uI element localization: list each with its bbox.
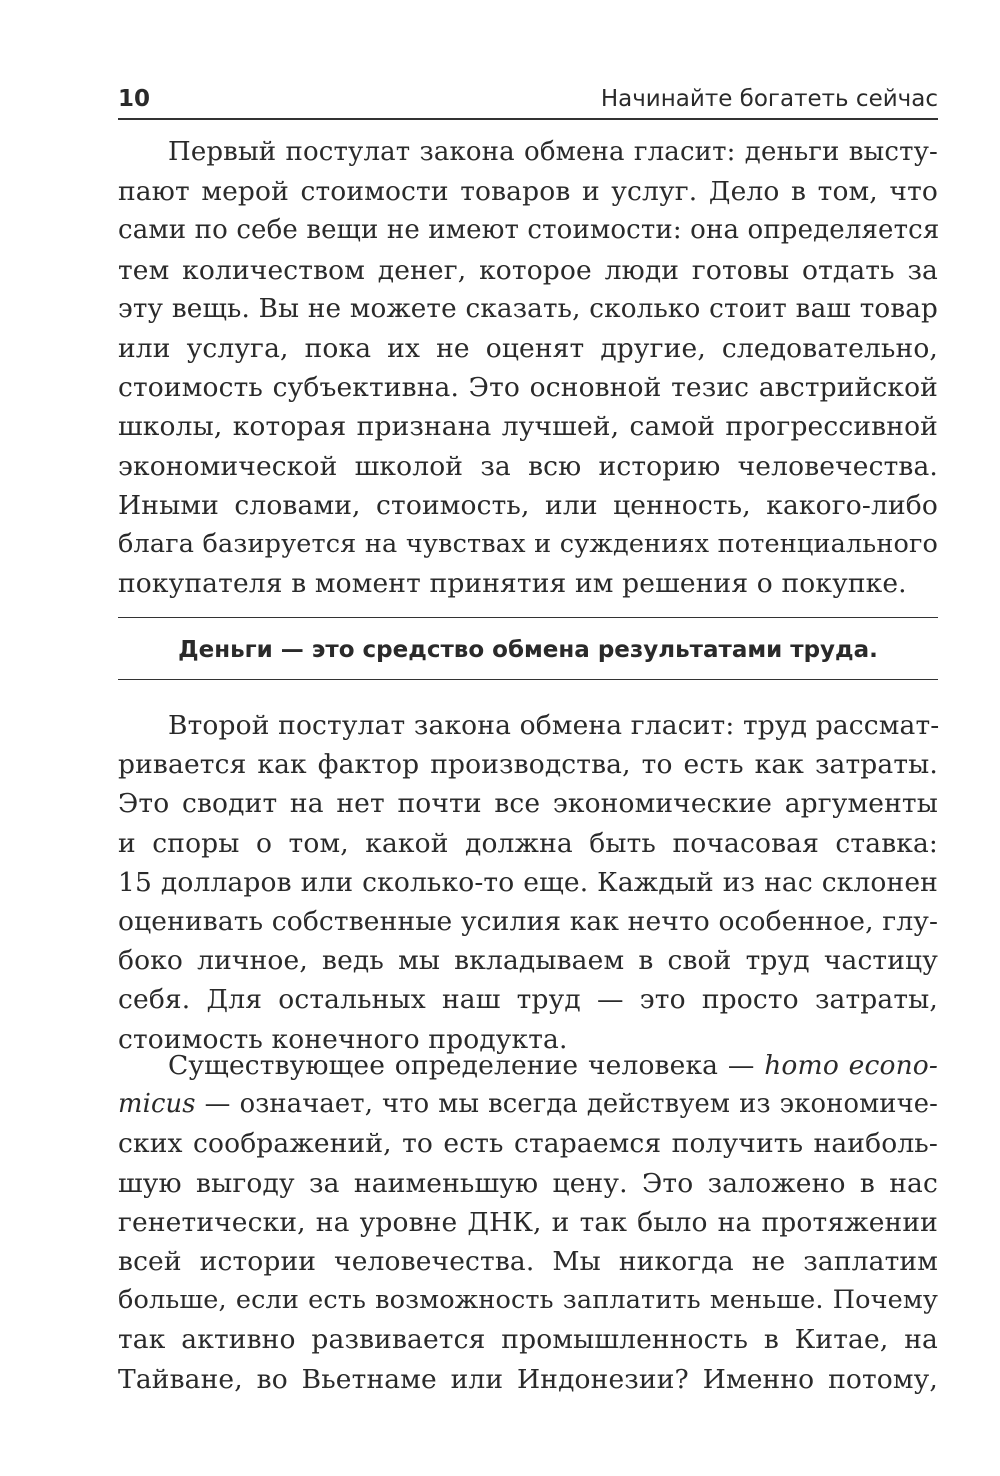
text-line: стоимость субъективна. Это основной тезис австрийской: [118, 372, 938, 404]
text-line: Тайване, во Вьетнаме или Индонезии? Именно потому,: [118, 1363, 938, 1395]
text-line: или услуга, пока их не оценят другие, следовательно,: [118, 333, 938, 365]
paragraph-first-postulate: [118, 133, 938, 603]
text-line: сами по себе вещи не имеют стоимости: она определяется: [118, 215, 940, 246]
text-line: ривается как фактор производства, то есть как затраты.: [118, 749, 938, 781]
text-line: Первый постулат закона обмена гласит: деньги высту-: [168, 137, 938, 167]
text-segment: — означает, что мы всегда действуем из экономиче-: [195, 1089, 938, 1120]
running-title: Начинайте богатеть сейчас: [600, 86, 938, 112]
page-number: 10: [118, 86, 151, 112]
text-line: ских соображений, то есть стараемся получить наиболь-: [118, 1128, 938, 1160]
text-line: [118, 1046, 938, 1085]
text-line: [118, 1085, 938, 1124]
text-line: шую выгоду за наименьшую цену. Это заложено в нас: [118, 1167, 938, 1199]
text-line: эту вещь. Вы не можете сказать, сколько стоит ваш товар: [118, 293, 938, 324]
text-line: и споры о том, какой должна быть почасовая ставка:: [118, 827, 938, 859]
text-line: оценивать собственные усилия как нечто особенное, глу-: [118, 906, 939, 938]
text-segment: Существующее определение человека —: [168, 1050, 765, 1081]
text-line: стоимость конечного продукта.: [118, 1023, 568, 1055]
text-line: пают мерой стоимости товаров и услуг. Дело в том, что: [118, 176, 938, 208]
text-line: боко личное, ведь мы вкладываем в свой труд частицу: [118, 945, 938, 977]
text-line: школы, которая признана лучшей, самой прогрессивной: [118, 411, 938, 443]
italic-term: homo econo-: [764, 1050, 939, 1081]
italic-term: micus: [118, 1089, 196, 1120]
text-line: Иными словами, стоимость, или ценность, какого-либо: [118, 489, 938, 521]
text-line: Это сводит на нет почти все экономические аргументы: [118, 788, 938, 820]
callout-bottom-rule: [118, 679, 938, 680]
text-line: 15 долларов или сколько-то еще. Каждый из нас склонен: [118, 866, 938, 898]
text-line: генетически, на уровне ДНК, и так было на протяжении: [118, 1206, 938, 1238]
text-line: себя. Для остальных наш труд — это просто затраты,: [118, 984, 938, 1016]
paragraph-second-postulate: [118, 706, 938, 1059]
text-line: больше, если есть возможность заплатить меньше. Почему: [118, 1285, 938, 1316]
callout-top-rule: [118, 617, 938, 618]
paragraph-homo-economicus: [118, 1046, 938, 1399]
text-line: так активно развивается промышленность в Китае, на: [118, 1324, 938, 1356]
callout-quote: Деньги — это средство обмена результатами труда.: [178, 637, 878, 663]
page-header: [118, 84, 938, 120]
text-line: экономической школой за всю историю человечества.: [118, 450, 938, 482]
text-line: блага базируется на чувствах и суждениях потенциального: [118, 529, 938, 560]
text-line: тем количеством денег, которое люди готовы отдать за: [118, 254, 938, 286]
text-line: всей истории человечества. Мы никогда не заплатим: [118, 1246, 938, 1278]
text-line: покупателя в момент принятия им решения о покупке.: [118, 568, 907, 600]
text-line: Второй постулат закона обмена гласит: труд рассмат-: [168, 710, 940, 741]
